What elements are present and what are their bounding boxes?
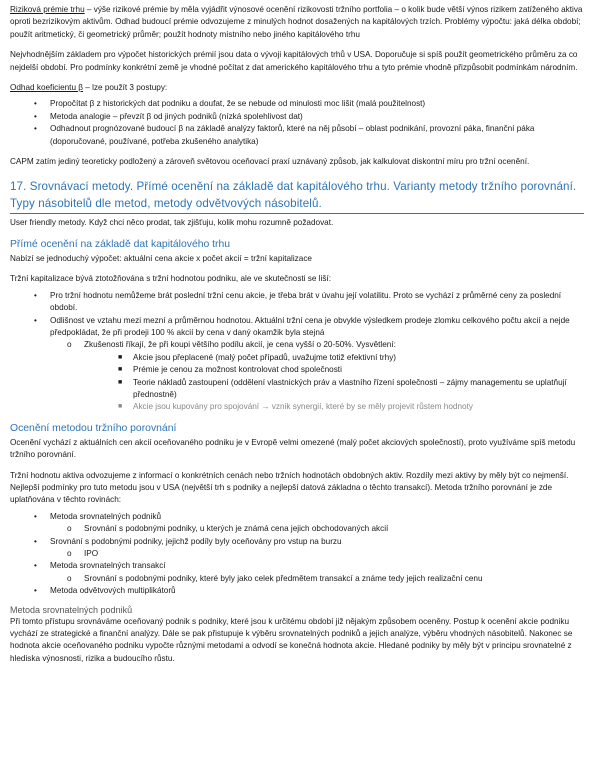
circle-bullet-icon: o <box>67 524 72 534</box>
paragraph-text: – výše rizikové prémie by měla vyjádřit výnosové ocenění rizikovosti tržního portfolia – o kolik bude větší výnos rizikem zatíženého aktiva oproti bezrizikovým aktivům. Odhad budoucí prémie odvozujeme z minulých hodnot dosažených na kapitálových trzích. Problémy výpočtu: jaká délka období; použít aritmetický, či geometrický průměr; použít hodnoty místního nebo jiného kapitálového trhu <box>10 5 583 39</box>
paragraph-market-comparison-method: Tržní hodnotu aktiva odvozujeme z informací o konkrétních cenách nebo tržních hodnotách obdobných aktiv. Rozdíly mezi aktivy by měly být co nejmenší. Nejlepší podmínky pro tuto metodu jsou v USA (největší trh s podniky a nejlepší datová základna o těchto transakcí). Metoda tržního porovnání je zde uplatňována v těchto rovinách: <box>10 470 569 505</box>
list-item <box>10 573 584 585</box>
circle-bullet-icon: o <box>67 573 72 583</box>
bullet-icon: • <box>34 561 37 571</box>
list-item <box>10 123 584 148</box>
list-item-text: Teorie nákladů zastoupení (oddělení vlastnických práv a vlastního řízení společnosti – zájmy managementu se uplatňují přednostně) <box>133 377 567 399</box>
square-bullet-icon: ■ <box>118 366 123 374</box>
heading-section-17: 17. Srovnávací metody. Přímé ocenění na základě dat kapitálového trhu. Varianty metody tržního porovnání. Typy násobitelů dle metod, metody odvětvových násobitelů. <box>10 178 584 214</box>
market-cap-differences-list <box>10 290 584 414</box>
bullet-icon: • <box>34 586 37 596</box>
circle-bullet-icon: o <box>67 340 72 350</box>
bullet-icon: • <box>34 124 37 134</box>
bullet-icon: • <box>34 511 37 521</box>
list-item-text: Akcie jsou přeplacené (malý počet případů, uvažujme totiž efektivní trhy) <box>133 352 397 362</box>
bullet-icon: • <box>34 111 37 121</box>
list-item <box>10 511 584 523</box>
paragraph-text: – lze použít 3 postupy: <box>82 83 168 93</box>
list-item-text: Akcie jsou kupovány pro spojování → vznik synergií, které by se měly projevit růstem hodnoty <box>133 402 473 412</box>
term-beta-estimate: Odhad koeficientu β <box>10 83 83 93</box>
list-item <box>10 364 584 376</box>
list-item-text: Srovnání s podobnými podniky, u kterých je známá cena jejich obchodovaných akcií <box>84 524 389 534</box>
paragraph-comparable-companies: Při tomto přístupu srovnáváme oceňovaný podnik s podniky, které jsou k určitému období již nějakým způsobem oceněny. Postup k ocenění akcie podniku vychází ze strategické a finanční analýzy. Dále se pak přistupuje k výběru srovnatelných podniků a jejich analýze, výběru vhodných násobitelů. Nakonec se hodnota akcie oceňovaného podniku vypočte různými metodami a odvodí se konečná hodnota akcie. Hledané podniky by měly být v principu srovnatelné z hlediska výnosnosti, rizika a budoucího růstu. <box>10 616 573 663</box>
paragraph-beta-estimate <box>10 82 584 94</box>
term-market-risk-premium: Riziková prémie trhu <box>10 5 85 14</box>
list-item-text: Prémie je cenou za možnost kontrolovat chod společnosti <box>133 365 342 375</box>
square-bullet-icon: ■ <box>118 403 123 411</box>
list-item <box>10 560 584 572</box>
list-item-text: Srovnání s podobnými podniky, které byly jako celek předmětem transakcí a známe tedy jejich realizační cenu <box>84 573 483 583</box>
list-item <box>10 585 584 597</box>
paragraph-market-cap-formula: Nabízí se jednoduchý výpočet: aktuální cena akcie x počet akcií = tržní kapitalizace <box>10 253 312 263</box>
list-item <box>10 315 584 340</box>
list-item <box>10 548 584 560</box>
paragraph-user-friendly: User friendly metody. Když chci něco prodat, tak zjišťuju, kolik mohu rozumně požadovat. <box>10 218 334 228</box>
bullet-icon: • <box>34 290 37 300</box>
square-bullet-icon: ■ <box>118 353 123 361</box>
list-item-text: Metoda srovnatelných podniků <box>50 511 162 521</box>
paragraph-capm: CAPM zatím jediný teoreticky podložený a zároveň světovou oceňovací praxí uznávaný způsob, jak kalkulovat diskontní míru pro tržní ocenění. <box>10 157 530 167</box>
list-item-text: Odlišnost ve vztahu mezi mezní a průměrnou hodnotou. Aktuální tržní cena je obvykle výsledkem prodeje zlomku celkového počtu akcií a nejde předpokládat, že při prodeji 100 % akcií by cena v daný okamžik byla stejná <box>50 315 570 337</box>
list-item-text: Odhadnout prognózované budoucí β na základě analýzy faktorů, které na něj působí – oblast podnikání, provozní páka, finanční páka (doporučované, používané, potřeba zkušeného analytika) <box>50 124 535 146</box>
list-item <box>10 111 584 123</box>
list-item-text: IPO <box>84 549 99 558</box>
list-item-text: Pro tržní hodnotu nemůžeme brát poslední tržní cenu akcie, je třeba brát v úvahu její volatilitu. Proto se vychází z průměrné ceny za poslední období. <box>50 290 562 313</box>
list-item-text: Propočítat β z historických dat podniku a doufat, že se nebude od minulosti moc lišit (malá použitelnost) <box>50 99 426 109</box>
list-item <box>10 352 584 364</box>
list-item <box>10 401 584 413</box>
paragraph-historical-premiums: Nejvhodnějším základem pro výpočet historických prémií jsou data o vývoji kapitálových trhů v USA. Doporučuje si spíš použít geometrického průměru za co nejdelší období. Pro podmínky konkrétní země je vhodné počítat z dat amerického kapitálového trhu a tyto prémie vhodně přizpůsobit podmínkám národním. <box>10 50 578 72</box>
list-item <box>10 536 584 548</box>
list-item-text: Metoda srovnatelných transakcí <box>50 561 166 571</box>
beta-methods-list <box>10 98 584 148</box>
heading-comparable-companies: Metoda srovnatelných podniků <box>10 604 133 615</box>
bullet-icon: • <box>34 315 37 325</box>
paragraph-market-cap-differs: Tržní kapitalizace bývá ztotožňována s tržní hodnotou podniku, ale ve skutečnosti se liší: <box>10 274 332 284</box>
heading-direct-valuation: Přímé ocenění na základě dat kapitálového trhu <box>10 238 231 250</box>
list-item <box>10 377 584 402</box>
list-item <box>10 98 584 110</box>
list-item <box>10 290 584 315</box>
heading-market-comparison: Ocenění metodou tržního porovnání <box>10 422 177 434</box>
circle-bullet-icon: o <box>67 549 72 558</box>
list-item-text: Metoda analogie – převzít β od jiných podniků (nízká spolehlivost dat) <box>50 111 303 121</box>
list-item <box>10 339 584 351</box>
comparison-methods-list <box>10 511 584 598</box>
bullet-icon: • <box>34 536 37 546</box>
square-bullet-icon: ■ <box>118 378 123 386</box>
paragraph-market-risk-premium <box>10 4 584 41</box>
list-item <box>10 523 584 535</box>
bullet-icon: • <box>34 99 37 109</box>
list-item-text: Zkušenosti říkají, že při koupi většího podílu akcií, je cena vyšší o 20-50%. Vysvětlení: <box>84 340 396 350</box>
list-item-text: Srovnání s podobnými podniky, jejichž podíly byly oceňovány pro vstup na burzu <box>50 536 342 546</box>
list-item-text: Metoda odvětvových multiplikátorů <box>50 586 176 596</box>
paragraph-europe-limited: Ocenění vychází z aktuálních cen akcií oceňovaného podniku je v Evropě velmi omezené (malý počet akciových společností), proto využíváme spíš metodu tržního porovnání. <box>10 437 576 460</box>
